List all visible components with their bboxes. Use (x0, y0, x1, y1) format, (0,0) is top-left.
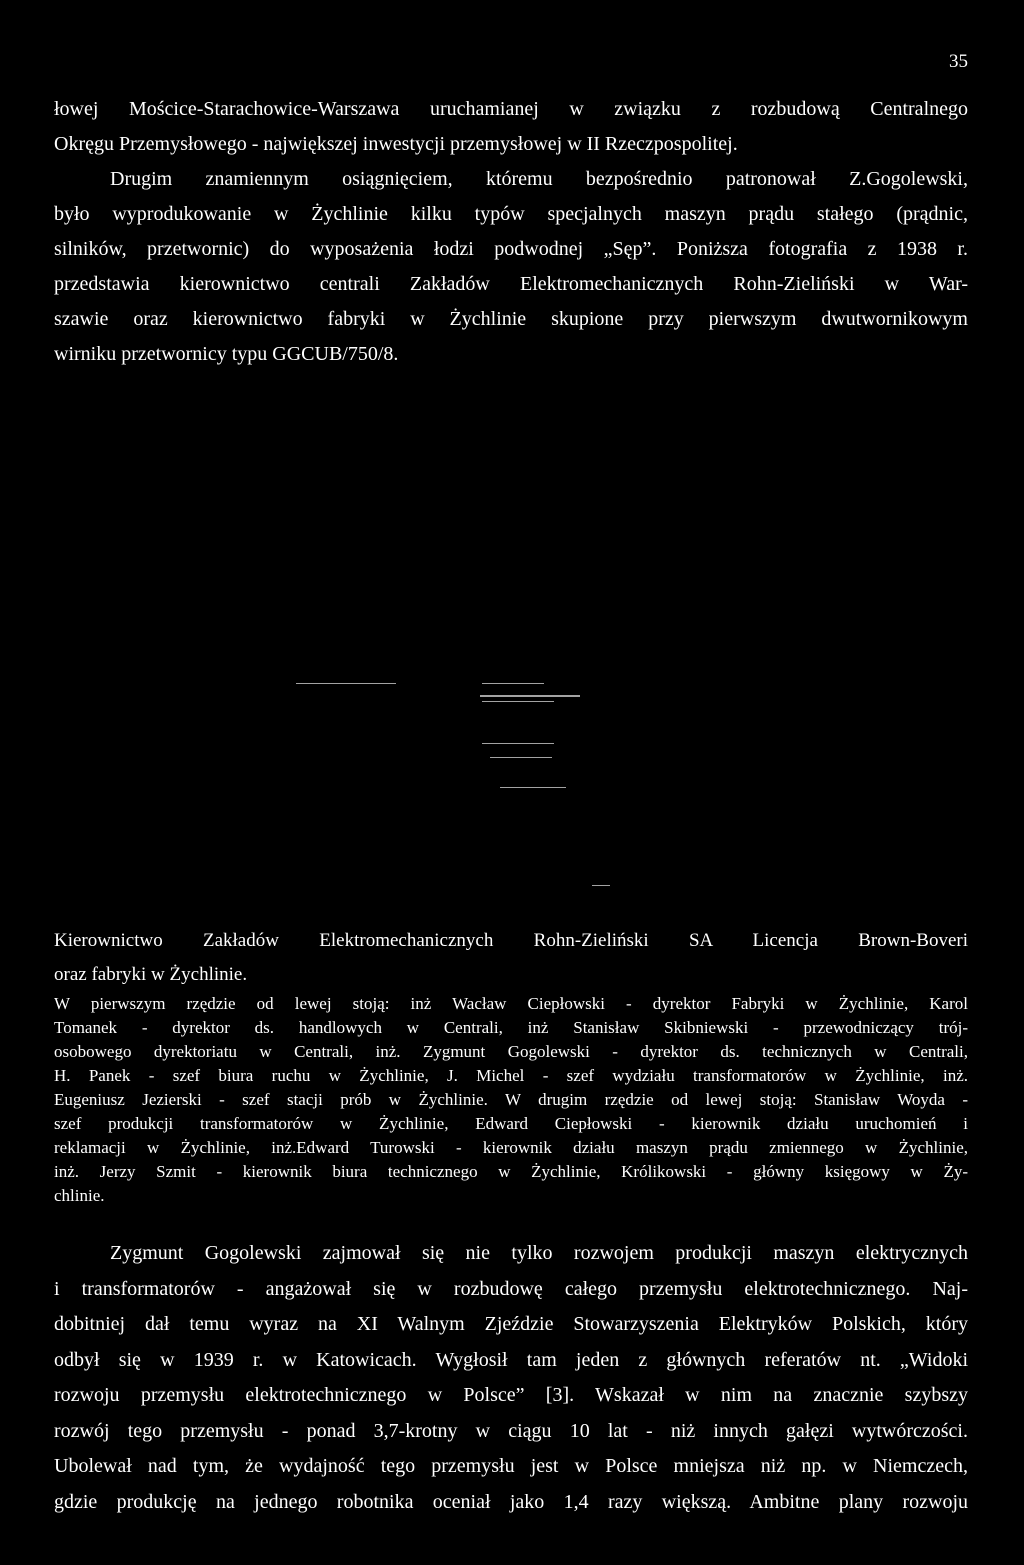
text-line: łowej Mościce-Starachowice-Warszawa uruchamianej w związku z rozbudową Centralnego (54, 98, 968, 120)
text-line: Ubolewał nad tym, że wydajność tego przemysłu jest w Polsce mniejsza niż np. w Niemczech, (54, 1455, 968, 1477)
text-line: i transformatorów - angażował się w rozbudowę całego przemysłu elektrotechnicznego. Naj- (54, 1277, 968, 1300)
text-line: szawie oraz kierownictwo fabryki w Żychlinie skupione przy pierwszym dwutwornikowym (54, 308, 968, 330)
text-line: wirniku przetwornicy typu GGCUB/750/8. (54, 343, 399, 365)
text-line: dobitniej dał temu wyraz na XI Walnym Zjeździe Stowarzyszenia Elektryków Polskich, który (54, 1313, 968, 1335)
text-line: Zygmunt Gogolewski zajmował się nie tylko rozwojem produkcji maszyn elektrycznych (110, 1242, 968, 1264)
text-line: Drugim znamiennym osiągnięciem, któremu bezpośrednio patronował Z.Gogolewski, (110, 168, 968, 190)
caption-line: szef produkcji transformatorów w Żychlinie, Edward Ciepłowski - kierownik działu uruchomień i (54, 1114, 968, 1133)
photo-caption (54, 924, 968, 1208)
caption-title-line: Kierownictwo Zakładów Elektromechanicznych Rohn-Zieliński SA Licencja Brown-Boveri (54, 930, 968, 951)
photo-speck (482, 683, 544, 684)
caption-line: W pierwszym rzędzie od lewej stoją: inż Wacław Ciepłowski - dyrektor Fabryki w Żychlinie, Karol (54, 994, 968, 1013)
caption-line: Tomanek - dyrektor ds. handlowych w Centrali, inż Stanisław Skibniewski - przewodniczący trój- (54, 1018, 968, 1037)
caption-line: Eugeniusz Jezierski - szef stacji prób w Żychlinie. W drugim rzędzie od lewej stoją: Stanisław Woyda - (54, 1090, 968, 1109)
text-line: silników, przetwornic) do wyposażenia łodzi podwodnej „Sęp”. Poniższa fotografia z 1938 r. (54, 238, 968, 260)
caption-line: reklamacji w Żychlinie, inż.Edward Turowski - kierownik działu maszyn prądu zmiennego w Żychlinie, (54, 1138, 968, 1157)
photo-speck (480, 695, 580, 697)
photo-speck (482, 743, 554, 744)
caption-line: osobowego dyrektoriatu w Centrali, inż. Zygmunt Gogolewski - dyrektor ds. technicznych w Centrali, (54, 1042, 968, 1061)
text-line: rozwój tego przemysłu - ponad 3,7-krotny w ciągu 10 lat - niż innych gałęzi wytwórczości. (54, 1419, 968, 1442)
body-paragraph (54, 1236, 968, 1520)
text-line: Okręgu Przemysłowego - największej inwestycji przemysłowej w II Rzeczpospolitej. (54, 133, 738, 155)
photo-speck (500, 787, 566, 788)
caption-line: chlinie. (54, 1186, 105, 1205)
caption-title-line: oraz fabryki w Żychlinie. (54, 964, 248, 985)
page-number: 35 (949, 51, 968, 72)
text-line: odbył się w 1939 r. w Katowicach. Wygłosił tam jeden z głównych referatów nt. „Widoki (54, 1348, 968, 1371)
photo-speck (490, 757, 552, 758)
text-line: było wyprodukowanie w Żychlinie kilku typów specjalnych maszyn prądu stałego (prądnic, (54, 203, 968, 225)
caption-line: inż. Jerzy Szmit - kierownik biura technicznego w Żychlinie, Królikowski - główny księgowy w Ży- (54, 1162, 968, 1181)
text-line: gdzie produkcję na jednego robotnika oceniał jako 1,4 razy większą. Ambitne plany rozwoju (54, 1490, 968, 1513)
photograph (54, 380, 968, 900)
photo-speck (296, 683, 396, 684)
intro-paragraph (54, 92, 968, 372)
text-line: przedstawia kierownictwo centrali Zakładów Elektromechanicznych Rohn-Zieliński w War- (54, 273, 968, 295)
caption-line: H. Panek - szef biura ruchu w Żychlinie, J. Michel - szef wydziału transformatorów w Żychlinie, inż. (54, 1066, 968, 1085)
text-line: rozwoju przemysłu elektrotechnicznego w Polsce” [3]. Wskazał w nim na znacznie szybszy (54, 1384, 968, 1406)
photo-speck (482, 701, 554, 702)
photo-speck (592, 885, 610, 886)
